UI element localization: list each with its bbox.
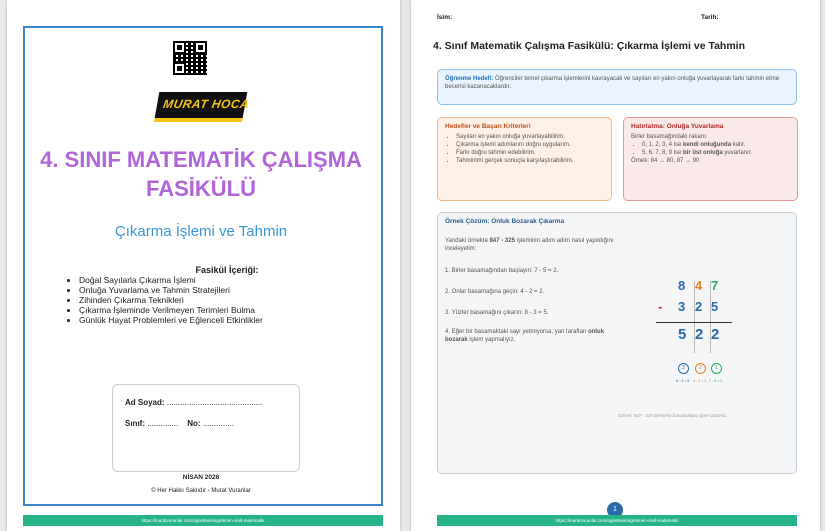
list-item: • Sayıları en yakın onluğa yuvarlayabilirim. — [456, 133, 604, 141]
list-item: • 5, 6, 7, 8, 9 ise bir üst onluğa yuvarlanır. — [642, 149, 790, 157]
footer-link[interactable]: https://muratvuranlar.com/ogretmen/ogretmen-sinif-matematik — [437, 515, 797, 526]
step-circle: 2 — [695, 363, 706, 374]
example-title: Örnek Çözüm: Onluk Bozarak Çıkarma — [445, 218, 565, 225]
list-item: • Zihinden Çıkarma Teknikleri — [79, 295, 369, 305]
list-item: • Farkı doğru tahmin edebilirim. — [456, 149, 604, 157]
subtrahend-hundreds: 3 — [678, 299, 686, 314]
minuend-hundreds: 8 — [678, 278, 686, 293]
step-2: 2. Onlar basamağına geçin: 4 - 2 = 2. — [445, 289, 545, 295]
subtrahend-ones: 5 — [711, 299, 719, 314]
list-item: • Çıkarma işlemi adımlarını doğru uygularım. — [456, 141, 604, 149]
step-3: 3. Yüzler basamağını çıkarın: 8 - 3 = 5. — [445, 310, 549, 316]
cover-subtitle: Çıkarma İşlemi ve Tahmin — [114, 223, 288, 240]
list-item: • Günlük Hayat Problemleri ve Eğlenceli Etkinlikler — [79, 315, 369, 325]
logo — [155, 92, 251, 118]
step-circle: 1 — [711, 363, 722, 374]
result-hundreds: 5 — [678, 326, 687, 343]
result-tens: 2 — [695, 326, 704, 343]
result-ones: 2 — [711, 326, 720, 343]
step-1: 1. Birler basamağından başlayın: 7 - 5 = 2. — [445, 268, 559, 274]
minuend-tens: 4 — [695, 278, 703, 293]
copyright: © Her Hakkı Saklıdır - Murat Vuranlar — [151, 488, 251, 494]
cover-title: 4. SINIF MATEMATİK ÇALIŞMA FASİKÜLÜ — [40, 147, 362, 201]
list-item: • Onluğa Yuvarlama ve Tahmin Stratejileri — [79, 285, 369, 295]
list-item: • 0, 1, 2, 3, 4 ise kendi onluğunda kalır. — [642, 141, 790, 149]
page-number: 1 — [607, 502, 623, 518]
page-title: 4. Sınıf Matematik Çalışma Fasikülü: Çıkarma İşlemi ve Tahmin — [433, 40, 746, 52]
qr-code-icon — [173, 41, 207, 75]
name-field[interactable]: Ad Soyad: ........................................... — [125, 398, 263, 407]
list-item: • Çıkarma İşleminde Verilmeyen Terimleri Bulma — [79, 305, 369, 315]
step-note: 7 - 5 = 2 — [709, 379, 723, 383]
minus-sign: - — [658, 299, 663, 314]
cover-date: NİSAN 2026 — [182, 474, 220, 481]
cover-page — [7, 0, 400, 531]
reminder-box: Hatırlatma: Onluğa Yuvarlama Birler basamağındaki rakam: • 0, 1, 2, 3, 4 ise kendi onluğunda kalır. • 5, 6, 7, 8, 9 ise bir üst onluğa yuvarlanır. Örnek: 84 → 80, 87 → 90 — [623, 117, 798, 201]
step-circle: 3 — [678, 363, 689, 374]
contents-heading: Fasikül İçeriği: — [195, 265, 259, 275]
figure-caption: Görsel: 847 - 325 işleminin basamaklara göre çözümü. — [618, 413, 728, 418]
worksheet-page — [411, 0, 820, 531]
list-item: • Doğal Sayılarla Çıkarma İşlemi — [79, 275, 369, 285]
contents-list — [67, 275, 369, 325]
step-4: 4. Eğer bir basamaktaki sayı yetmiyorsa, yan taraftan onluk bozarak işlem yapmalıyız. — [445, 329, 605, 343]
criteria-title: Hedefler ve Başarı Kriterleri — [445, 123, 531, 130]
example-intro: Yandaki örnekte 847 - 325 işleminin adım adım nasıl yapıldığını inceleyelim: — [445, 238, 614, 252]
date-label: Tarih: — [701, 14, 719, 21]
reminder-title: Hatırlatma: Onluğa Yuvarlama — [631, 123, 724, 130]
footer-link[interactable]: https://muratvuranlar.com/ogretmen/ogretmen-sinif-matematik — [23, 515, 383, 526]
criteria-box — [437, 117, 612, 201]
class-field[interactable]: Sınıf: .............. No: .............. — [125, 419, 234, 428]
minuend-ones: 7 — [711, 278, 719, 293]
example-box — [437, 212, 797, 474]
list-item: • Tahminimi gerçek sonuçla karşılaştırabilirim. — [456, 157, 604, 165]
logo-text: MURAT HOCA — [161, 97, 251, 111]
learning-goal-box: Öğrenme Hedefi: Öğrenciler temel çıkarma işlemlerini kavrayacak ve sayıları en yakın onluğa yuvarlayarak farkı tahmin etme becerisi kazanacaklardır. — [437, 69, 797, 105]
step-note: 8 - 3 = 5 — [676, 379, 690, 383]
student-info-form — [112, 384, 300, 472]
name-label: İsim: — [437, 14, 453, 21]
step-note: 4 - 2 = 2 — [693, 379, 707, 383]
subtrahend-tens: 2 — [695, 299, 703, 314]
